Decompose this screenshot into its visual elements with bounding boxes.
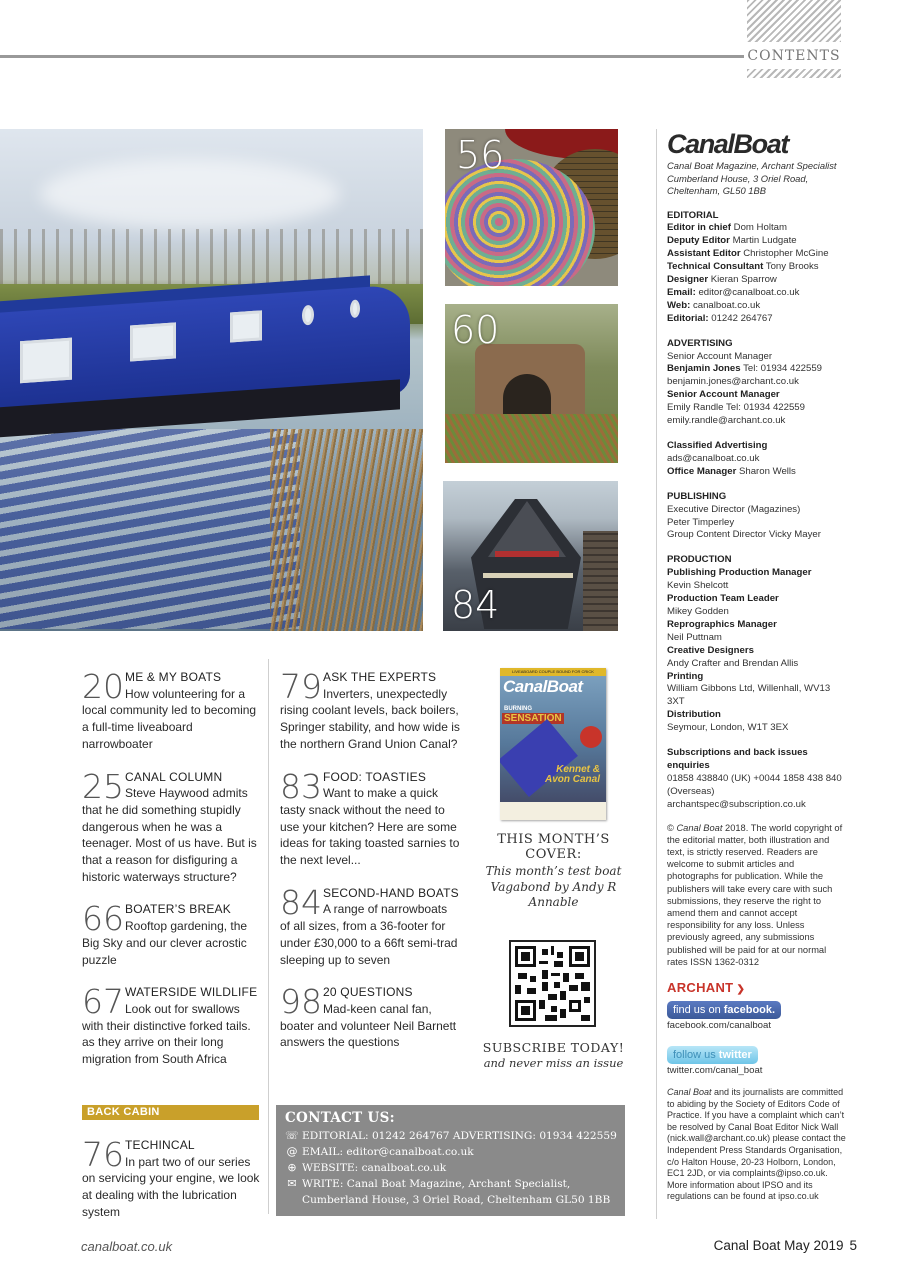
production-block: [667, 554, 847, 811]
cover-footer-strip: [500, 802, 606, 820]
boat-window: [230, 310, 262, 342]
phone-icon: ☏: [285, 1129, 299, 1142]
staff-email[interactable]: emily.randle@archant.co.uk: [667, 415, 786, 427]
staff-role: Classified Advertising: [667, 440, 768, 451]
porthole: [350, 299, 360, 318]
staff-name: Tony Brooks: [763, 261, 819, 273]
contents-entry[interactable]: [82, 1137, 264, 1221]
boat-window: [20, 338, 72, 384]
cover-caption-text: This month’s test boat Vagabond by Andy R Annable: [485, 864, 622, 909]
footer-website[interactable]: canalboat.co.uk: [81, 1239, 173, 1254]
entry-title: ASK THE EXPERTS: [323, 670, 437, 684]
contents-entry[interactable]: [82, 766, 264, 886]
entry-page-number: 25: [82, 766, 124, 806]
header-rule: [0, 55, 744, 58]
at-icon: @: [286, 1145, 298, 1158]
staff-name: Sharon Wells: [736, 465, 796, 477]
contact-phone[interactable]: [285, 1128, 616, 1144]
staff-role: Executive Director (Magazines): [667, 503, 801, 515]
entry-title: BOATER’S BREAK: [125, 902, 231, 917]
staff-name: Kevin Shelcott: [667, 580, 729, 592]
entry-text: Look out for swallows with their distinctive forked tails. as they arrive on their long migration from South Africa: [82, 1001, 251, 1067]
archant-logo-text: ARCHANT: [667, 980, 734, 995]
cover-boat: [500, 719, 578, 797]
footer-issue: [714, 1238, 857, 1253]
contents-entry[interactable]: [82, 669, 264, 753]
canalboat-logo: CanalBoat: [667, 129, 788, 159]
staff-name: Mikey Godden: [667, 605, 729, 617]
twitter-button[interactable]: [667, 1046, 758, 1064]
staff-name: Andy Crafter and Brendan Allis: [667, 657, 799, 669]
contact-phone-text: EDITORIAL: 01242 264767 ADVERTISING: 01934 422559: [302, 1130, 617, 1142]
copyright-notice: [667, 822, 847, 968]
masthead-column: [667, 129, 847, 1203]
staff-role: Assistant Editor: [667, 248, 741, 260]
back-cabin-column: [82, 1137, 264, 1237]
back-cabin-heading: BACK CABIN: [82, 1105, 259, 1120]
contents-column-2: [280, 669, 460, 1067]
contents-column-1: [82, 669, 264, 1084]
facebook-url[interactable]: facebook.com/canalboat: [667, 1020, 771, 1031]
header-hatch-bottom: [747, 69, 841, 78]
staff-name: Martin Ludgate: [729, 235, 797, 247]
production-heading: PRODUCTION: [667, 554, 732, 566]
staff-role: Reprographics Manager: [667, 618, 777, 630]
contents-entry[interactable]: [280, 766, 460, 869]
pontoon: [583, 531, 618, 631]
staff-role: Senior Account Manager: [667, 350, 773, 362]
entry-text: Rooftop gardening, the Big Sky and our clever acrostic puzzle: [82, 919, 248, 967]
staff-role: Deputy Editor: [667, 235, 730, 247]
subscribe-title: SUBSCRIBE TODAY!: [482, 1040, 625, 1055]
ipso-title: Canal Boat: [667, 1087, 712, 1097]
cover-feature: Kennet & Avon Canal: [544, 764, 600, 785]
staff-role: Distribution: [667, 709, 721, 721]
staff-role: Group Content Director Vicky Mayer: [667, 529, 821, 541]
staff-name: Neil Puttnam: [667, 631, 722, 643]
entry-text: Mad-keen canal fan, boater and volunteer Neil Barnett answers the questions: [280, 1001, 457, 1050]
entry-page-number: 66: [82, 899, 124, 939]
column-divider: [268, 659, 269, 1214]
header-hatch: [747, 0, 841, 42]
publishing-heading: PUBLISHING: [667, 490, 727, 502]
cover-strapline: LIVEABOARD COUPLE BOUND FOR CRICK: [500, 668, 606, 676]
staff-tel: Tel: 01934 422559: [740, 363, 823, 375]
entry-page-number: 79: [280, 667, 322, 706]
staff-role: Publishing Production Manager: [667, 567, 812, 579]
magazine-cover[interactable]: [500, 668, 606, 820]
contact-heading: CONTACT US:: [285, 1110, 395, 1126]
entry-text: How volunteering for a local community led to becoming a full-time liveaboard narrowboater: [82, 686, 257, 751]
envelope-icon: ✉: [287, 1177, 297, 1190]
entry-page-number: 67: [82, 982, 124, 1022]
contact-write-address: Cumberland House, 3 Oriel Road, Cheltenham GL50 1BB: [302, 1194, 611, 1206]
entry-title: SECOND-HAND BOATS: [323, 885, 459, 900]
staff-email[interactable]: benjamin.jones@archant.co.uk: [667, 376, 799, 388]
cover-headline-2: SENSATION: [504, 713, 562, 724]
staff-email[interactable]: ads@canalboat.co.uk: [667, 452, 760, 464]
boat-stripe: [483, 573, 573, 578]
section-label: CONTENTS: [747, 48, 841, 64]
staff-name: Dom Holtam: [730, 222, 787, 234]
facebook-find-text: find us on: [673, 1004, 721, 1016]
globe-icon: ⊕: [287, 1161, 297, 1174]
qr-code-icon: [515, 946, 590, 1021]
advertising-heading: ADVERTISING: [667, 337, 733, 349]
editorial-block: [667, 210, 847, 326]
cover-badge: [580, 726, 602, 748]
entry-title: FOOD: TOASTIES: [323, 769, 427, 784]
phone-label: Editorial:: [667, 312, 709, 324]
entry-title: TECHINCAL: [125, 1138, 195, 1152]
page-number: 5: [849, 1238, 857, 1253]
tunnel-photo[interactable]: [445, 304, 618, 463]
boat-red-trim: [495, 551, 559, 557]
email-link[interactable]: editor@canalboat.co.uk: [695, 286, 800, 298]
boat-window: [130, 322, 176, 361]
contents-entry[interactable]: [280, 882, 460, 969]
facebook-brand: facebook.: [723, 1004, 776, 1016]
entry-text: Inverters, unexpectedly rising coolant levels, back boilers, Springer stability, and how wide is the northern Grand Union Canal?: [280, 686, 460, 751]
subscribe-subtitle: and never miss an issue: [483, 1056, 624, 1070]
advertising-block: [667, 338, 847, 479]
entry-page-number: 20: [82, 667, 124, 706]
contact-write-text: WRITE: Canal Boat Magazine, Archant Specialist,: [302, 1178, 571, 1190]
entry-title: CANAL COLUMN: [125, 769, 223, 784]
entry-page-number: 84: [280, 882, 322, 922]
entry-text: Want to make a quick tasty snack without the need to use your kitchen? Here are some ideas for taking toasted sarnies to the next level...: [280, 786, 460, 868]
staff-role: Technical Consultant: [667, 261, 764, 273]
cover-masthead: CanalBoat: [503, 677, 583, 696]
staff-role: Production Team Leader: [667, 593, 779, 605]
twitter-follow-text: follow us: [673, 1049, 716, 1061]
staff-name: Peter Timperley: [667, 516, 735, 528]
masthead-divider: [656, 129, 657, 1219]
narrowboat-photo: [0, 129, 423, 631]
photo-page-number: 84: [451, 583, 500, 627]
subscriptions-label: Subscriptions and back issues enquiries: [667, 747, 808, 771]
staff-role: Creative Designers: [667, 644, 754, 656]
contact-box: [276, 1105, 625, 1216]
rag-rug-photo[interactable]: [445, 129, 618, 286]
staff-role: Printing: [667, 670, 704, 682]
archant-logo: ARCHANT ❯: [667, 980, 746, 995]
footer-issue-text: Canal Boat May 2019: [713, 1238, 844, 1253]
entry-text: Steve Haywood admits that he did something stupidly dangerous when he was a teenager. Most of us have. But is that a reason for disfiguring a historic waterways structure?: [82, 786, 257, 884]
porthole: [302, 305, 314, 326]
contact-website[interactable]: [285, 1160, 616, 1176]
copyright-text: 2018. The world copyright of the editorial matter, both illustration and text, is strictly reserved. Readers are welcome to submit articles and photographs for publication. While the publishers will take every care with such submissions, they reserve the right to amend them and cannot accept responsibility for any loss. Unless previously agreed, any submissions published will be paid for at our normal rates ISSN 1362-0312: [667, 822, 843, 967]
publisher-address: Canal Boat Magazine, Archant Specialist Cumberland House, 3 Oriel Road, Cheltenham, GL50 1BB: [667, 160, 837, 196]
email-label: Email:: [667, 286, 696, 298]
contact-website-text: WEBSITE: canalboat.co.uk: [302, 1162, 447, 1174]
contact-email-text: EMAIL: editor@canalboat.co.uk: [302, 1146, 474, 1158]
water-reflection: [0, 429, 300, 629]
web-link[interactable]: canalboat.co.uk: [690, 299, 761, 311]
twitter-url[interactable]: twitter.com/canal_boat: [667, 1065, 763, 1076]
entry-title: ME & MY BOATS: [125, 670, 222, 684]
publishing-block: [667, 491, 847, 543]
subscriptions-phone: 01858 438840 (UK) +0044 1858 438 840 (Overseas): [667, 772, 842, 797]
phone-number: 01242 264767: [708, 312, 773, 324]
entry-text: In part two of our series on servicing your engine, we look at dealing with the lubrication system: [82, 1154, 260, 1219]
entry-title: 20 QUESTIONS: [323, 985, 413, 1000]
ipso-text: and its journalists are committed to abiding by the Society of Editors Code of Practice. If you have a complaint which can’t be resolved by Canal Boat Editor Nick Wall (nick.wall@archant.co.uk) please contact the Independent Press Standards Organisation, c/o Halton House, 20-23 Holborn, London, EC1 2JD, or via complaints@ipso.co.uk. More information about IPSO and its regulations can be found at ipso.co.uk: [667, 1087, 846, 1202]
reeds: [270, 429, 423, 631]
copyright-title: Canal Boat: [676, 822, 723, 833]
staff-role: Designer: [667, 274, 709, 286]
staff-role: Senior Account Manager: [667, 389, 780, 401]
copyright-symbol: ©: [667, 822, 677, 833]
staff-role: Office Manager: [667, 465, 737, 477]
contact-write: [285, 1176, 616, 1192]
staff-name: William Gibbons Ltd, Willenhall, WV13 3XT: [667, 683, 831, 708]
cover-headline-1: BURNING: [504, 706, 532, 712]
twitter-brand: twitter: [718, 1049, 752, 1061]
editorial-heading: EDITORIAL: [667, 209, 719, 221]
staff-name: Christopher McGine: [740, 248, 829, 260]
contents-entry[interactable]: [280, 669, 460, 753]
entry-page-number: 76: [82, 1135, 124, 1174]
entry-title: WATERSIDE WILDLIFE: [125, 985, 258, 1000]
entry-text: A range of narrowboats of all sizes, from a 36-footer for under £30,000 to a 66ft semi-trad sleeping up to seven: [280, 902, 458, 967]
subscriptions-email[interactable]: archantspec@subscription.co.uk: [667, 798, 806, 810]
web-label: Web:: [667, 299, 691, 311]
facebook-button[interactable]: [667, 1001, 781, 1019]
staff-name: Seymour, London, W1T 3EX: [667, 722, 789, 734]
qr-code[interactable]: [509, 940, 596, 1027]
entry-page-number: 98: [280, 982, 322, 1022]
contents-entry[interactable]: [82, 901, 264, 968]
photo-page-number: 56: [456, 133, 505, 177]
contents-entry[interactable]: [82, 984, 264, 1068]
staff-role: Editor in chief: [667, 222, 731, 234]
photo-page-number: 60: [451, 308, 500, 352]
contact-email[interactable]: [285, 1144, 616, 1160]
staff-name: Benjamin Jones: [667, 363, 741, 375]
staff-name: Kieran Sparrow: [708, 274, 777, 286]
ipso-notice: [667, 1087, 847, 1203]
staff-name: Emily Randle Tel: 01934 422559: [667, 402, 805, 414]
cloud: [40, 159, 340, 229]
moored-boat-photo[interactable]: [443, 481, 618, 631]
cover-caption-title: THIS MONTH’S COVER:: [497, 832, 610, 862]
contents-entry[interactable]: [280, 984, 460, 1051]
bracken: [445, 414, 618, 463]
entry-page-number: 83: [280, 766, 322, 806]
